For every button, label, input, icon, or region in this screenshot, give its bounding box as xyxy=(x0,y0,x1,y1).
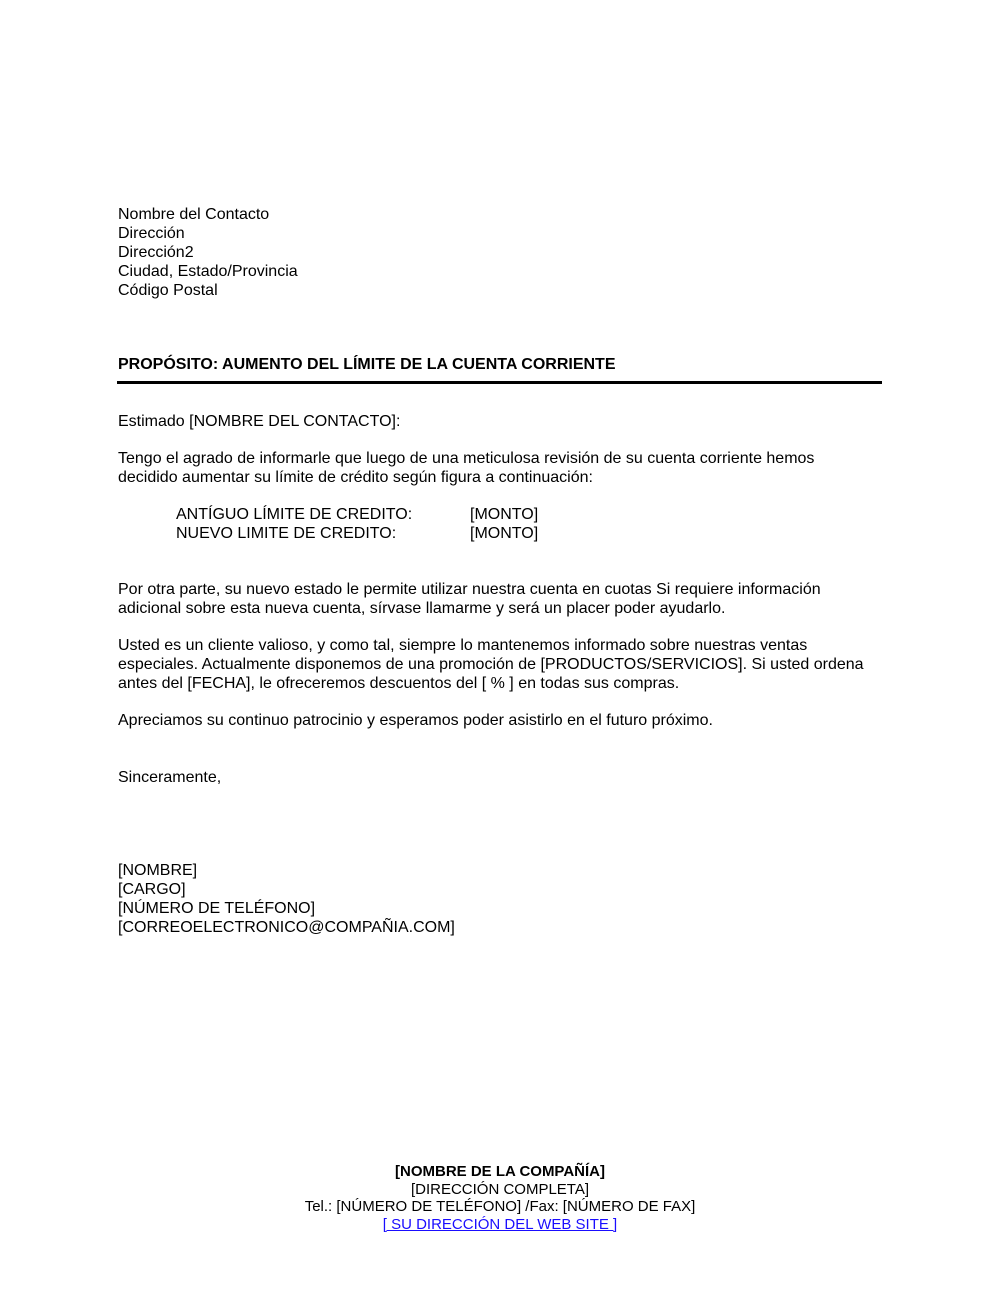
salutation xyxy=(118,412,888,431)
paragraph-promotion xyxy=(118,636,888,693)
signature-title: [CARGO] xyxy=(118,881,186,898)
subject-heading: PROPÓSITO: AUMENTO DEL LÍMITE DE LA CUENTA CORRIENTE xyxy=(118,356,616,373)
address-line-1: Dirección xyxy=(118,225,185,242)
paragraph-appreciation xyxy=(118,711,888,730)
signature-block xyxy=(118,861,888,937)
address-line-postal-code: Código Postal xyxy=(118,282,218,299)
address-line-contact-name: Nombre del Contacto xyxy=(118,206,270,223)
paragraph-line: antes del [FECHA], le ofreceremos descuentos del [ % ] en todas sus compras. xyxy=(118,675,680,692)
company-footer xyxy=(0,1163,1000,1233)
salutation-text: Estimado [NOMBRE DEL CONTACTO]: xyxy=(118,413,401,430)
paragraph-line: adicional sobre esta nueva cuenta, sírvase llamarme y será un placer poder ayudarlo. xyxy=(118,600,726,617)
credit-limits-table xyxy=(176,505,538,543)
signature-email: [CORREOELECTRONICO@COMPAÑIA.COM] xyxy=(118,919,455,936)
closing-text: Sinceramente, xyxy=(118,769,222,786)
paragraph-installments xyxy=(118,580,888,618)
footer-address: [DIRECCIÓN COMPLETA] xyxy=(410,1180,590,1198)
paragraph-line: especiales. Actualmente disponemos de una promoción de [PRODUCTOS/SERVICIOS]. Si usted ordena xyxy=(118,656,864,673)
new-limit-row xyxy=(176,524,538,543)
paragraph-line: decidido aumentar su límite de crédito según figura a continuación: xyxy=(118,469,593,486)
paragraph-intro xyxy=(118,449,888,487)
address-line-city-state: Ciudad, Estado/Provincia xyxy=(118,263,298,280)
old-limit-value: [MONTO] xyxy=(470,506,539,523)
new-limit-label: NUEVO LIMITE DE CREDITO: xyxy=(176,525,397,542)
signature-name: [NOMBRE] xyxy=(118,862,198,879)
paragraph-line: Tengo el agrado de informarle que luego de una meticulosa revisión de su cuenta corriente hemos xyxy=(118,450,815,467)
signature-phone: [NÚMERO DE TELÉFONO] xyxy=(118,900,316,917)
address-line-2: Dirección2 xyxy=(118,244,194,261)
footer-website-link[interactable]: [ SU DIRECCIÓN DEL WEB SITE ] xyxy=(382,1215,618,1233)
old-limit-label: ANTÍGUO LÍMITE DE CREDITO: xyxy=(176,506,413,523)
recipient-address xyxy=(118,205,888,300)
old-limit-row xyxy=(176,505,538,524)
paragraph-line: Apreciamos su continuo patrocinio y esperamos poder asistirlo en el futuro próximo. xyxy=(118,712,713,729)
footer-contact: Tel.: [NÚMERO DE TELÉFONO] /Fax: [NÚMERO DE FAX] xyxy=(304,1198,696,1215)
paragraph-line: Por otra parte, su nuevo estado le permite utilizar nuestra cuenta en cuotas Si requiere información xyxy=(118,581,821,598)
footer-company-name: [NOMBRE DE LA COMPAÑÍA] xyxy=(395,1163,605,1180)
subject-divider xyxy=(117,381,882,384)
new-limit-value: [MONTO] xyxy=(470,525,539,542)
closing xyxy=(118,768,888,787)
paragraph-line: Usted es un cliente valioso, y como tal, siempre lo mantenemos informado sobre nuestras ventas xyxy=(118,637,808,654)
